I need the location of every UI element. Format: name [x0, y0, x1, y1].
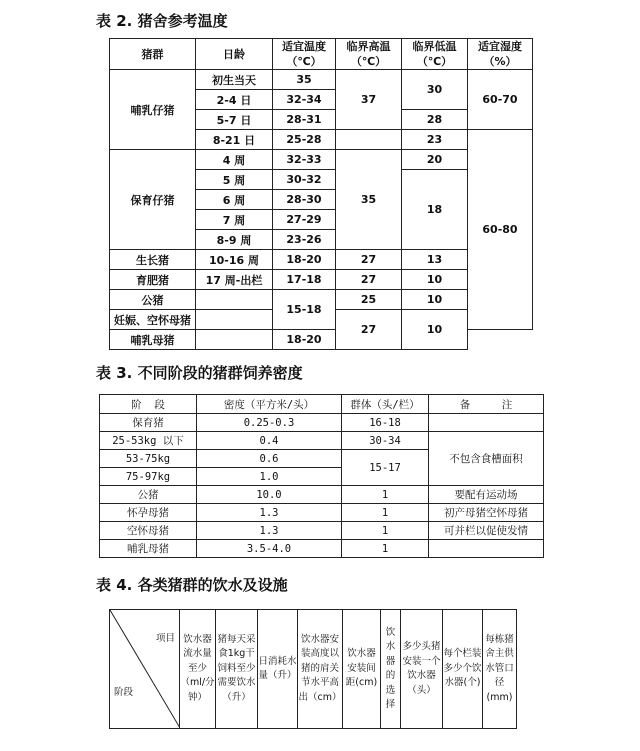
- header-density: 密度（平方米/头）: [197, 395, 342, 414]
- density-cell: 1.3: [197, 504, 342, 522]
- density-cell: 0.6: [197, 450, 342, 468]
- low-cell: 30: [402, 70, 468, 110]
- density-cell: 1.0: [197, 468, 342, 486]
- diagonal-line: [110, 610, 180, 728]
- high-cell: 35: [336, 150, 402, 250]
- age-cell-empty: [196, 290, 273, 310]
- temp-cell: 23-26: [273, 230, 336, 250]
- age-cell: 5 周: [196, 170, 273, 190]
- group-cell: 16-18: [342, 414, 429, 432]
- group-cell: 15-17: [342, 450, 429, 486]
- table3-title: 表 3. 不同阶段的猪群饲养密度: [96, 364, 303, 382]
- age-cell: 8-9 周: [196, 230, 273, 250]
- age-cell: 6 周: [196, 190, 273, 210]
- humidity-cell: 60-70: [468, 70, 533, 130]
- temp-cell: 28-30: [273, 190, 336, 210]
- high-cell-empty: [336, 130, 402, 150]
- group-finisher: 育肥猪: [110, 270, 196, 290]
- high-cell: 25: [336, 290, 402, 310]
- group-cell: 1: [342, 504, 429, 522]
- header-age: 日龄: [196, 39, 273, 70]
- density-cell: 1.3: [197, 522, 342, 540]
- note-cell: 不包含食槽面积: [429, 432, 544, 486]
- header-flow-rate: 饮水器流水量至少（ml/分钟）: [180, 610, 216, 729]
- note-cell: 初产母猪空怀母猪: [429, 504, 544, 522]
- high-cell: 27: [336, 310, 402, 350]
- group-nursery-piglet: 保育仔猪: [110, 150, 196, 250]
- high-cell: 27: [336, 250, 402, 270]
- age-cell: 4 周: [196, 150, 273, 170]
- age-cell: 10-16 周: [196, 250, 273, 270]
- low-cell: 10: [402, 290, 468, 310]
- group-cell: 30-34: [342, 432, 429, 450]
- age-cell-empty: [196, 310, 273, 330]
- high-cell: 27: [336, 270, 402, 290]
- group-lactating-sow: 哺乳母猪: [110, 330, 196, 350]
- header-optimal-temp: 适宜温度 （℃）: [273, 39, 336, 70]
- stage-cell: 公猪: [100, 486, 197, 504]
- high-cell: 37: [336, 70, 402, 130]
- stage-cell: 25-53kg 以下: [100, 432, 197, 450]
- note-cell-empty: [429, 414, 544, 432]
- low-cell: 10: [402, 310, 468, 350]
- stage-cell: 空怀母猪: [100, 522, 197, 540]
- density-cell: 3.5-4.0: [197, 540, 342, 558]
- low-cell: 28: [402, 110, 468, 130]
- stage-cell: 53-75kg: [100, 450, 197, 468]
- stage-cell: 怀孕母猪: [100, 504, 197, 522]
- header-notes: 备 注: [429, 395, 544, 414]
- low-cell: 18: [402, 170, 468, 250]
- header-group-size: 群体（头/栏）: [342, 395, 429, 414]
- low-cell: 10: [402, 270, 468, 290]
- table2-title: 表 2. 猪舍参考温度: [96, 12, 228, 30]
- header-critical-high: 临界高温 （℃）: [336, 39, 402, 70]
- temp-cell: 35: [273, 70, 336, 90]
- header-install-spacing: 饮水器安装间距(cm): [343, 610, 381, 729]
- note-cell: 要配有运动场: [429, 486, 544, 504]
- header-pigs-per-drinker: 多少头猪安装一个饮水器（头）: [401, 610, 443, 729]
- group-cell: 1: [342, 522, 429, 540]
- low-cell: 20: [402, 150, 468, 170]
- density-cell: 0.4: [197, 432, 342, 450]
- stage-cell: 哺乳母猪: [100, 540, 197, 558]
- header-pipe-diameter: 每栋猪舍主供水管口径(mm): [483, 610, 517, 729]
- table4-title: 表 4. 各类猪群的饮水及设施: [96, 576, 288, 594]
- header-stage: 阶 段: [100, 395, 197, 414]
- header-humidity: 适宜湿度 （%）: [468, 39, 533, 70]
- density-cell: 0.25-0.3: [197, 414, 342, 432]
- age-cell: 5-7 日: [196, 110, 273, 130]
- temp-cell: 25-28: [273, 130, 336, 150]
- age-cell-empty: [196, 330, 273, 350]
- header-water-per-feed: 猪每天采食1kg干饲料至少需要饮水（升）: [216, 610, 258, 729]
- temp-cell: 18-20: [273, 250, 336, 270]
- low-cell: 13: [402, 250, 468, 270]
- temp-cell: 28-31: [273, 110, 336, 130]
- group-cell: 1: [342, 486, 429, 504]
- humidity-cell: 60-80: [468, 130, 533, 330]
- temp-cell: 30-32: [273, 170, 336, 190]
- temp-cell: 32-33: [273, 150, 336, 170]
- group-grower: 生长猪: [110, 250, 196, 270]
- header-drinkers-per-pen: 每个栏装多少个饮水器(个): [443, 610, 483, 729]
- temp-cell: 15-18: [273, 290, 336, 330]
- temp-cell: 18-20: [273, 330, 336, 350]
- group-boar: 公猪: [110, 290, 196, 310]
- age-cell: 7 周: [196, 210, 273, 230]
- age-cell: 17 周-出栏: [196, 270, 273, 290]
- group-cell: 1: [342, 540, 429, 558]
- note-cell: 可并栏以促使发情: [429, 522, 544, 540]
- stage-cell: 保育猪: [100, 414, 197, 432]
- header-drinker-choice: [381, 610, 401, 729]
- header-drinker-choice-text: 饮水器的选择: [385, 626, 396, 710]
- table4-water: [109, 609, 517, 729]
- table2-temperature: [109, 38, 533, 350]
- age-cell: 2-4 日: [196, 90, 273, 110]
- low-cell: 23: [402, 130, 468, 150]
- density-cell: 10.0: [197, 486, 342, 504]
- table3-density: [99, 394, 544, 558]
- header-group: 猪群: [110, 39, 196, 70]
- header-install-height: 饮水器安装高度以猪的肩关节水平高出（cm）: [298, 610, 343, 729]
- age-cell: 8-21 日: [196, 130, 273, 150]
- temp-cell: 27-29: [273, 210, 336, 230]
- temp-cell: 17-18: [273, 270, 336, 290]
- header-critical-low: 临界低温 （℃）: [402, 39, 468, 70]
- corner-stage-label: 阶段: [114, 686, 134, 698]
- temp-cell: 32-34: [273, 90, 336, 110]
- header-daily-consumption: 日消耗水量（升）: [258, 610, 298, 729]
- note-cell-empty: [429, 540, 544, 558]
- corner-header: [110, 610, 180, 729]
- group-gestating-sow: 妊娠、空怀母猪: [110, 310, 196, 330]
- age-cell: 初生当天: [196, 70, 273, 90]
- corner-item-label: 项目: [155, 633, 175, 644]
- group-suckling-piglet: 哺乳仔猪: [110, 70, 196, 150]
- stage-cell: 75-97kg: [100, 468, 197, 486]
